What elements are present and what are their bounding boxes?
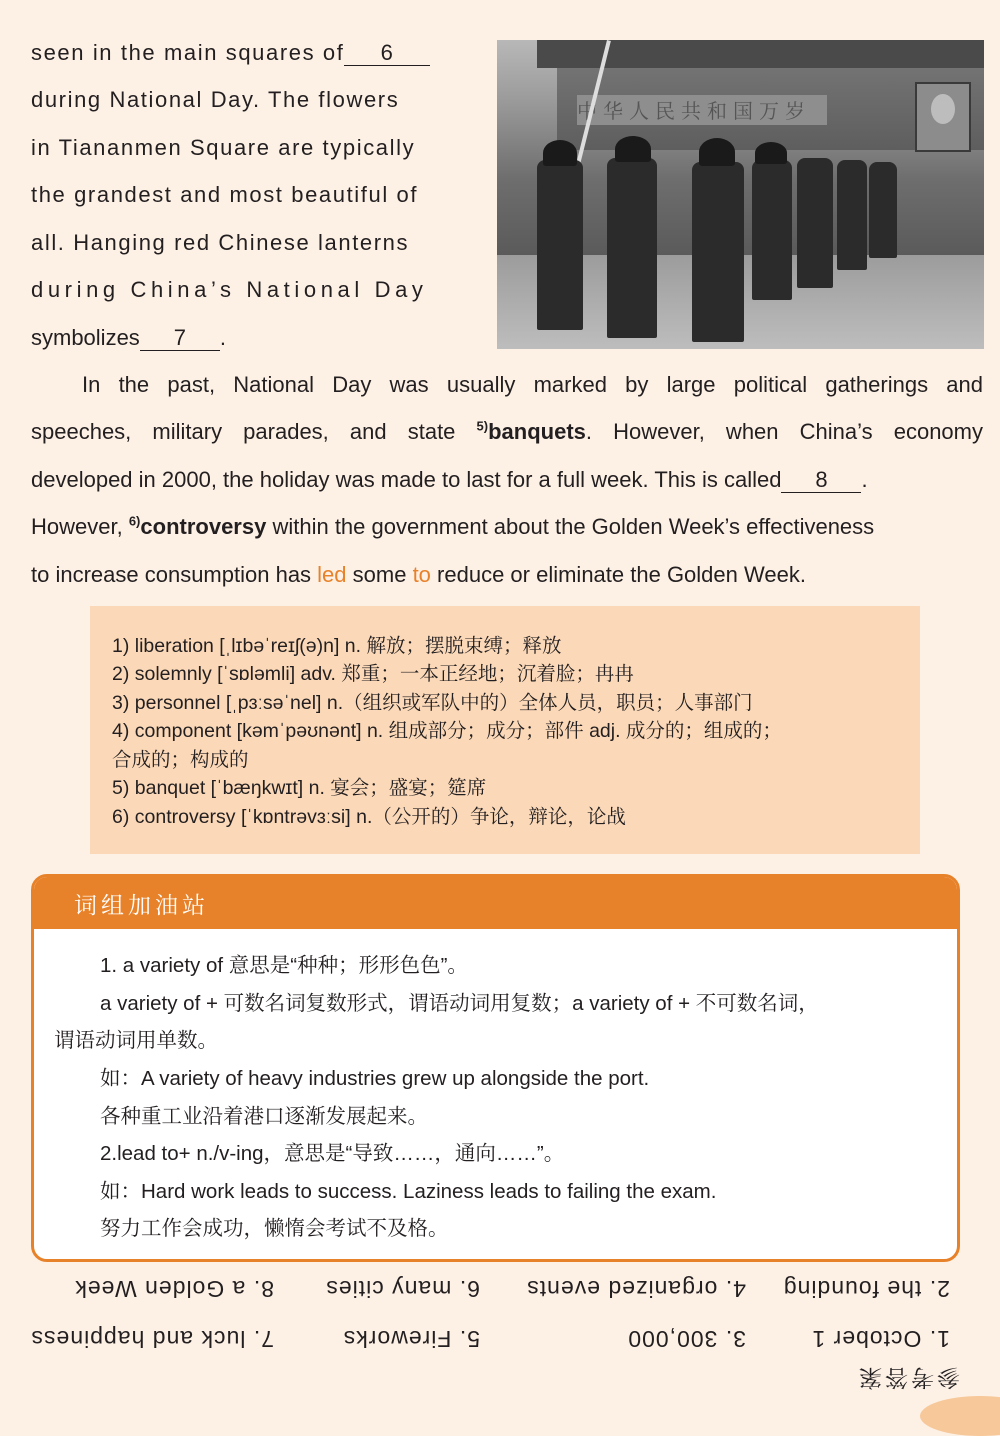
- phrase-line: 1. a variety of 意思是“种种；形形色色”。: [100, 954, 468, 977]
- gate-banner: 中华人民共和国万岁: [577, 95, 827, 125]
- answer-1: 1. October 1: [811, 1326, 950, 1352]
- soldier-cap: [615, 136, 651, 162]
- soldier: [607, 158, 657, 338]
- footnote-marker: 5): [476, 418, 489, 434]
- vocab-entry: 6) controversy [ˈkɒntrəvɜːsi] n.（公开的）争论，辩论，论战: [112, 806, 626, 828]
- paragraph-line-3: [31, 456, 983, 504]
- phrase-line: 努力工作会成功，懒惰会考试不及格。: [100, 1217, 449, 1240]
- intro-line-6: during China’s National Day: [31, 277, 428, 302]
- paragraph-line-4: [31, 503, 983, 551]
- phrase-line: a variety of + 可数名词复数形式，谓语动词用复数；a variety of + 不可数名词，: [100, 992, 819, 1015]
- soldier-cap: [699, 138, 735, 166]
- paragraph-text: within the government about the Golden Week’s effectiveness: [266, 514, 875, 539]
- intro-line-4: the grandest and most beautiful of: [31, 182, 419, 207]
- phrase-line: 如：Hard work leads to success. Laziness leads to failing the exam.: [100, 1180, 717, 1203]
- paragraph-text: some: [346, 562, 413, 587]
- answer-4: 4. organized events: [526, 1276, 746, 1302]
- intro-text: symbolizes: [31, 325, 140, 350]
- vocab-entry: 3) personnel [ˌpɜːsəˈnel] n.（组织或军队中的）全体人员，职员；人事部门: [112, 692, 753, 714]
- paragraph-line-1: In the past, National Day was usually marked by large political gatherings and: [82, 372, 983, 397]
- answer-8: 8. a Golden Week: [74, 1276, 274, 1302]
- vocab-entry: 1) liberation [ˌlɪbəˈreɪʃ(ə)n] n. 解放；摆脱束缚；释放: [112, 635, 562, 657]
- answer-3: 3. 300,000: [627, 1326, 746, 1352]
- phrase-line: 如：A variety of heavy industries grew up alongside the port.: [100, 1067, 650, 1090]
- phrase-box-title: 词组加油站: [74, 893, 209, 919]
- soldier: [797, 158, 833, 288]
- phrase-line: 各种重工业沿着港口逐渐发展起来。: [100, 1105, 428, 1128]
- answer-7: 7. luck and happiness: [30, 1326, 274, 1352]
- highlight-word: led: [317, 562, 347, 587]
- paragraph-text: to increase consumption has: [31, 562, 318, 587]
- soldier: [752, 160, 792, 300]
- phrase-box-header: [34, 877, 957, 929]
- blank-7: 7: [140, 326, 220, 351]
- phrase-line: 2.lead to+ n./v-ing，意思是“导致……，通向……”。: [100, 1142, 565, 1165]
- paragraph-text: speeches, military parades, and state: [31, 419, 477, 444]
- vocab-word: banquets: [488, 419, 586, 444]
- paragraph-line-5: [31, 551, 983, 599]
- blank-6: 6: [344, 41, 430, 66]
- phrase-line: 谓语动词用单数。: [54, 1029, 218, 1052]
- soldier: [837, 160, 867, 270]
- soldier: [692, 162, 744, 342]
- soldier: [869, 162, 897, 258]
- vocab-word: controversy: [140, 514, 267, 539]
- blank-8: 8: [781, 468, 861, 493]
- paragraph-text: reduce or eliminate the Golden Week.: [430, 562, 806, 587]
- vocab-entry: 5) banquet [ˈbæŋkwɪt] n. 宴会；盛宴；筵席: [112, 777, 487, 799]
- intro-line-2: during National Day. The flowers: [31, 87, 400, 112]
- answer-2: 2. the founding: [782, 1276, 950, 1302]
- answer-6: 6. many cities: [325, 1276, 480, 1302]
- intro-text: .: [219, 325, 226, 350]
- phrase-box: [31, 874, 960, 1262]
- paragraph-line-2: [31, 408, 983, 456]
- vocab-entry: 合成的；构成的: [112, 749, 249, 771]
- intro-line-5: all. Hanging red Chinese lanterns: [31, 230, 410, 255]
- soldier-cap: [755, 142, 787, 164]
- answer-key: [0, 1262, 1000, 1410]
- vocabulary-box: [90, 606, 920, 854]
- paragraph-text: However,: [31, 514, 129, 539]
- answer-5: 5. Fireworks: [342, 1326, 480, 1352]
- paragraph-text: . However, when China’s economy: [585, 419, 983, 444]
- intro-line-7: [31, 314, 471, 362]
- soldier-cap: [543, 140, 577, 166]
- vocab-entry: 4) component [kəmˈpəʊnənt] n. 组成部分；成分；部件 adj. 成分的；组成的；: [112, 720, 782, 742]
- parade-photo: [497, 40, 984, 349]
- intro-line-1: [31, 29, 471, 77]
- vocab-entry: 2) solemnly [ˈsɒləmli] adv. 郑重；一本正经地；沉着脸；冉冉: [112, 663, 634, 685]
- soldier: [537, 160, 583, 330]
- portrait: [915, 82, 971, 152]
- highlight-word: to: [412, 562, 431, 587]
- paragraph-text: developed in 2000, the holiday was made to last for a full week. This is called: [31, 467, 782, 492]
- paragraph-text: .: [861, 467, 868, 492]
- footnote-marker: 6): [128, 513, 141, 529]
- intro-text: seen in the main squares of: [31, 40, 345, 65]
- answer-key-heading: 参考答案: [856, 1364, 960, 1390]
- intro-line-3: in Tiananmen Square are typically: [31, 135, 416, 160]
